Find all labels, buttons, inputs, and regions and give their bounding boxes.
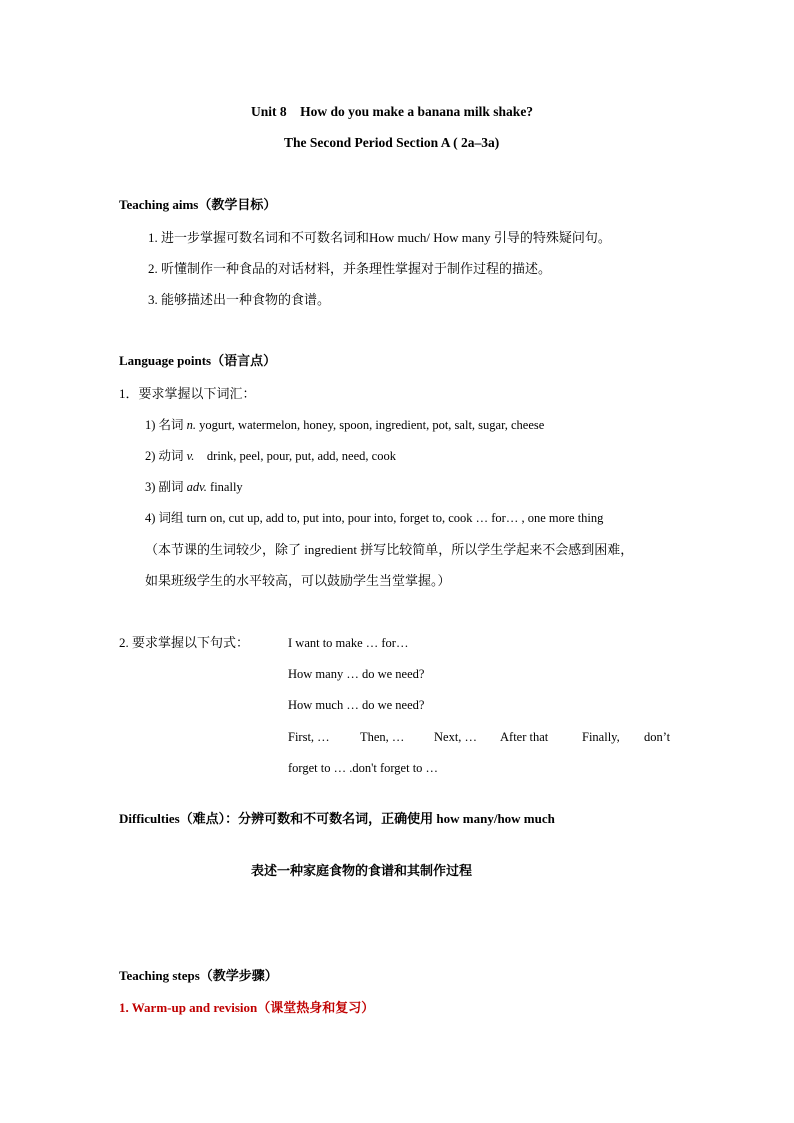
- vocab-prefix: 3) 副词: [145, 480, 187, 494]
- document-title: Unit 8 How do you make a banana milk shake?: [251, 104, 534, 119]
- vocab-intro: 1．要求掌握以下词汇：: [119, 386, 256, 401]
- vocab-item-phrases: [145, 510, 603, 526]
- teaching-aims-heading: Teaching aims（教学目标）: [119, 197, 277, 212]
- sequence-word: Then, …: [360, 730, 405, 744]
- vocab-pos: v.: [186, 449, 195, 463]
- vocab-pos: n.: [186, 418, 197, 432]
- vocab-item-nouns: [145, 417, 544, 433]
- sequence-word: After that: [500, 730, 549, 744]
- sequence-word: Next, …: [434, 730, 478, 744]
- vocab-pos: adv.: [186, 480, 207, 494]
- teaching-steps-heading: Teaching steps（教学步骤）: [119, 968, 278, 983]
- sequence-continuation: forget to … .don't forget to …: [288, 761, 439, 775]
- difficulties-line-2: 表述一种家庭食物的食谱和其制作过程: [251, 863, 473, 878]
- vocab-words: yogurt, watermelon, honey, spoon, ingredient, pot, salt, sugar, cheese: [196, 418, 545, 432]
- sentence-pattern: How much … do we need?: [288, 698, 425, 712]
- vocab-prefix: 2) 动词: [145, 449, 187, 463]
- vocab-words: drink, peel, pour, put, add, need, cook: [194, 449, 396, 463]
- teaching-aim-item: 2. 听懂制作一种食品的对话材料，并条理性掌握对于制作过程的描述。: [148, 261, 552, 276]
- vocab-item-adverbs: [145, 479, 243, 495]
- difficulties-line-1: Difficulties（难点）：分辨可数和不可数名词，正确使用 how many/how much: [119, 811, 555, 826]
- step-1-heading: 1. Warm-up and revision（课堂热身和复习）: [119, 1000, 375, 1015]
- vocab-item-verbs: [145, 448, 396, 464]
- sequence-word: Finally,: [582, 730, 620, 744]
- sequence-word: don’t: [644, 730, 671, 744]
- vocab-words: turn on, cut up, add to, put into, pour into, forget to, cook … for… , one more thing: [186, 511, 604, 525]
- language-points-heading: Language points（语言点）: [119, 353, 277, 368]
- sequence-word: First, …: [288, 730, 330, 744]
- document-subtitle: The Second Period Section A ( 2a–3a): [284, 135, 500, 150]
- vocab-note-line-2: 如果班级学生的水平较高，可以鼓励学生当堂掌握。）: [145, 573, 451, 588]
- sentence-pattern: How many … do we need?: [288, 667, 425, 681]
- vocab-prefix: 1) 名词: [145, 418, 187, 432]
- vocab-prefix: 4) 词组: [145, 511, 187, 525]
- teaching-aim-item: 3. 能够描述出一种食物的食谱。: [148, 292, 331, 307]
- teaching-aim-item: 1. 进一步掌握可数名词和不可数名词和How much/ How many 引导的特殊疑问句。: [148, 230, 611, 245]
- vocab-words: finally: [206, 480, 243, 494]
- sentence-pattern: I want to make … for…: [288, 636, 409, 650]
- vocab-note-line-1: （本节课的生词较少，除了 ingredient 拼写比较简单，所以学生学起来不会感到困难，: [145, 542, 634, 557]
- sentence-intro: 2. 要求掌握以下句式：: [119, 635, 250, 650]
